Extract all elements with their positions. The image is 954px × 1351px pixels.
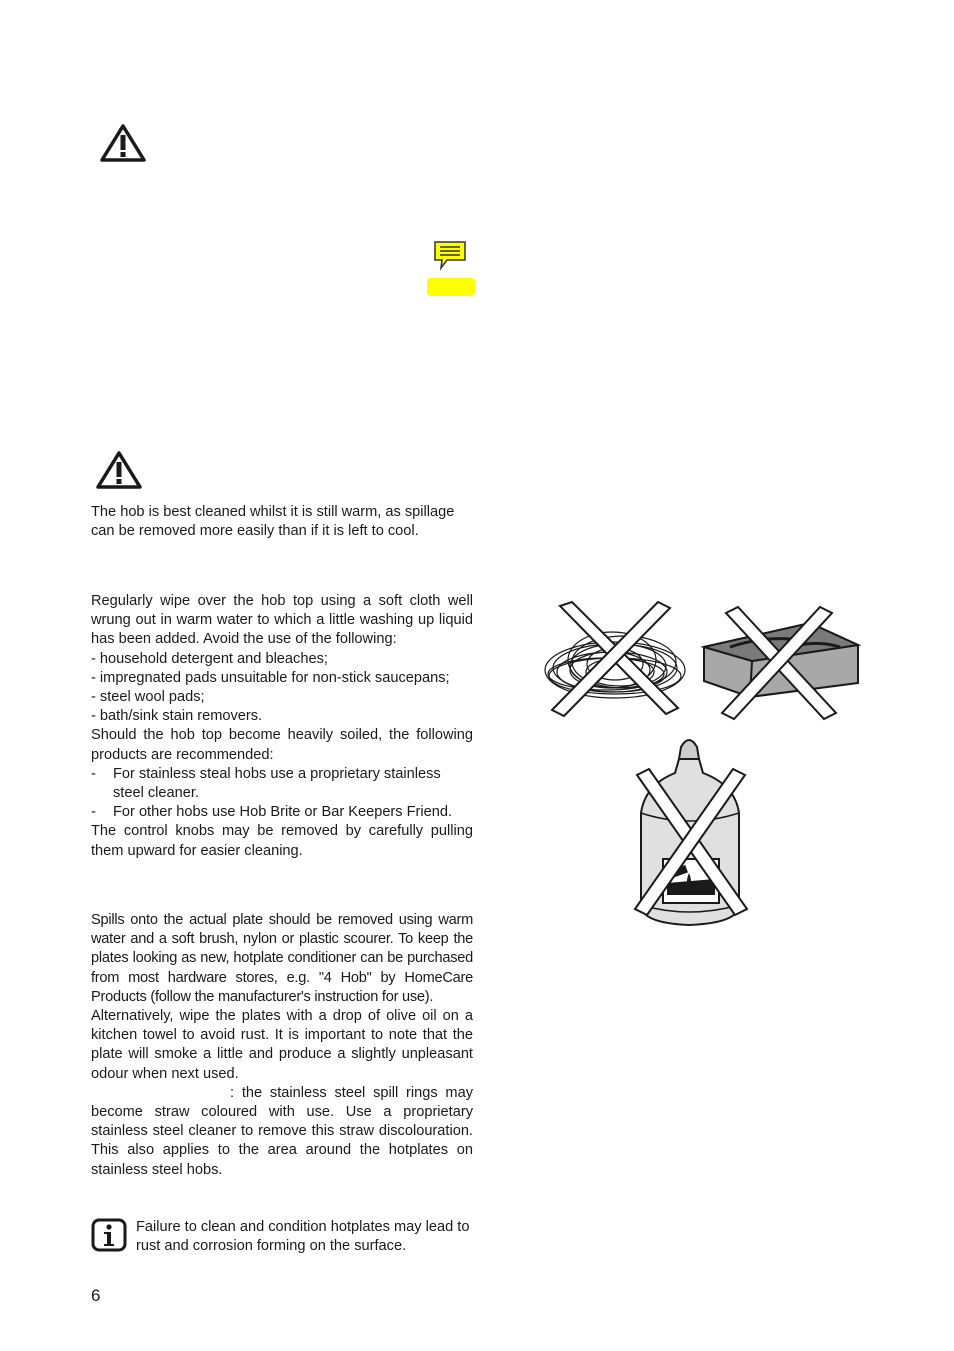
hob-top-section [91, 592, 473, 861]
knobs-text: The control knobs may be removed by carefully pulling them upward for easier cleaning. [91, 823, 473, 859]
recommend-intro: Should the hob top become heavily soiled, the following products are recommended: [91, 727, 473, 763]
hotplates-para1: Spills onto the actual plate should be removed using warm water and a soft brush, nylon or plastic scourer. To keep the plates looking as new, hotplate conditioner can be purchased from most hardware stores, e.g. "4 Hob" by HomeCare Products (follow the manufacturer's instruction for use). [91, 912, 473, 1005]
warning-triangle-icon [99, 123, 147, 163]
avoid-item: - household detergent and bleaches; [91, 650, 328, 667]
steel-wool-crossed [540, 600, 690, 720]
recommend-item: - For stainless steal hobs use a proprietary stainless steel cleaner. [91, 765, 441, 802]
avoid-item: - steel wool pads; [91, 689, 205, 706]
highlight-mark[interactable] [427, 278, 475, 296]
scouring-pad-crossed [700, 605, 862, 720]
hob-top-intro: Regularly wipe over the hob top using a soft cloth well wrung out in warm water to which a little washing up liquid has been added. Avoid the use of the following: [91, 593, 473, 648]
page-number: 6 [91, 1286, 101, 1305]
comment-icon[interactable] [433, 240, 467, 270]
intro-text: The hob is best cleaned whilst it is still warm, as spillage can be removed more easily than if it is left to cool. [91, 504, 455, 540]
info-icon [91, 1218, 127, 1252]
hotplates-para2: Alternatively, wipe the plates with a drop of olive oil on a kitchen towel to avoid rust. It is important to note that the plate will smoke a little and produce a slightly unpleasant odour when next used. [91, 1008, 473, 1082]
recommend-item: - For other hobs use Hob Brite or Bar Keepers Friend. [91, 804, 453, 821]
intro-paragraph [91, 503, 473, 541]
hotplates-section [91, 911, 473, 1180]
avoid-item: - bath/sink stain removers. [91, 708, 263, 725]
bleach-bottle-crossed [633, 733, 751, 928]
avoid-item: - impregnated pads unsuitable for non-stick saucepans; [91, 669, 450, 686]
info-note: Failure to clean and condition hotplates may lead to rust and corrosion forming on the surface. [136, 1219, 470, 1255]
warning-triangle-icon [95, 450, 143, 490]
hotplates-para3: : the stainless steel spill rings may become straw coloured with use. Use a proprietary stainless steel cleaner to remove this straw discolouration. This also applies to the area around the hotplates on stainless steel hobs. [91, 1084, 473, 1178]
